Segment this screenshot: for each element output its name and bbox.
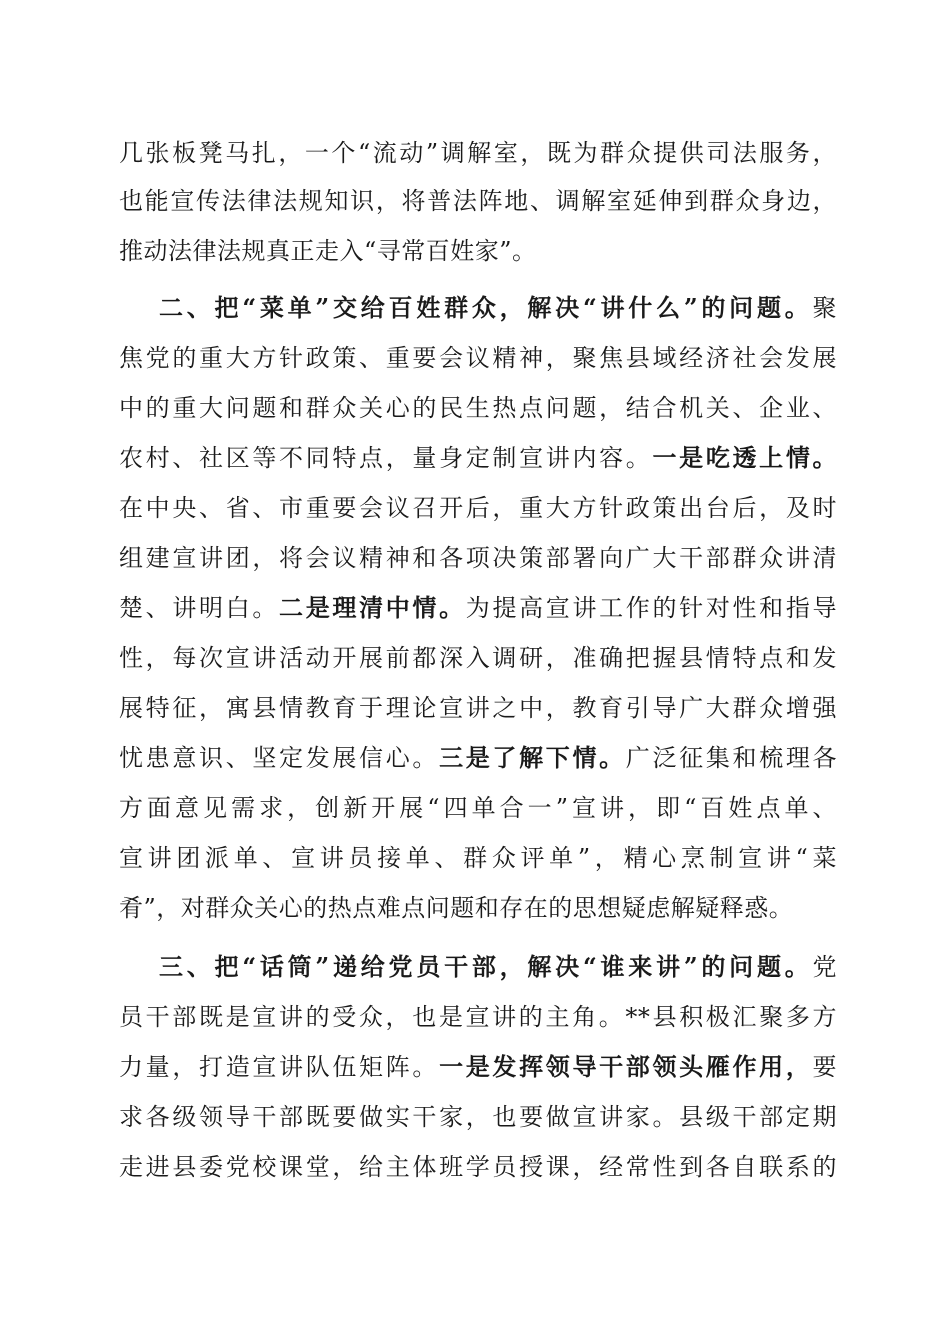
section-heading-three: 三、把“话筒”递给党员干部，解决“谁来讲”的问题。 — [159, 952, 813, 981]
text-run: 农村、社区等不同特点，量身定制宣讲内容。 — [119, 444, 653, 472]
text-line — [119, 1155, 837, 1179]
bold-point-one: 一是发挥领导干部领头雁作用， — [439, 1052, 813, 1081]
text-run: 组建宣讲团，将会议精神和各项决策部署向广大干部群众讲清 — [119, 544, 837, 572]
text-run: 要 — [812, 1053, 838, 1081]
text-line — [119, 796, 837, 820]
text-run: 在中央、省、市重要会议召开后，重大方针政策出台后，及时 — [119, 494, 837, 522]
text-line — [119, 496, 837, 520]
text-line — [119, 952, 837, 981]
text-run: 宣讲团派单、宣讲员接单、群众评单”，精心烹制宣讲“菜 — [119, 844, 837, 872]
section-heading-two: 二、把“菜单”交给百姓群众，解决“讲什么”的问题。 — [159, 293, 813, 322]
text-run: 展特征，寓县情教育于理论宣讲之中，教育引导广大群众增强 — [119, 694, 837, 722]
text-run: 力量，打造宣讲队伍矩阵。 — [119, 1053, 440, 1081]
text-line — [119, 896, 837, 920]
text-run: 广泛征集和梳理各 — [625, 744, 838, 772]
text-line — [119, 293, 837, 322]
text-run: 楚、讲明白。 — [119, 594, 280, 622]
text-line — [119, 1105, 837, 1129]
text-run: 中的重大问题和群众关心的民生热点问题，结合机关、企业、 — [119, 394, 837, 422]
text-line — [119, 646, 837, 670]
text-run: 也能宣传法律法规知识，将普法阵地、调解室延伸到群众身边， — [119, 187, 837, 215]
text-line — [119, 546, 837, 570]
text-run: 求各级领导干部既要做实干家，也要做宣讲家。县级干部定期 — [119, 1103, 837, 1131]
text-line — [119, 239, 837, 263]
text-run: 员干部既是宣讲的受众，也是宣讲的主角。**县积极汇聚多方 — [119, 1003, 837, 1031]
text-line — [119, 1005, 837, 1029]
text-line — [119, 189, 837, 213]
text-run: 性，每次宣讲活动开展前都深入调研，准确把握县情特点和发 — [119, 644, 837, 672]
text-line — [119, 141, 837, 165]
text-run: 方面意见需求，创新开展“四单合一”宣讲，即“百姓点单、 — [119, 794, 837, 822]
text-run: 党 — [812, 953, 837, 981]
text-line — [119, 1052, 838, 1081]
text-run: 几张板凳马扎，一个“流动”调解室，既为群众提供司法服务， — [119, 139, 837, 167]
text-line — [119, 396, 837, 420]
text-line — [119, 696, 837, 720]
text-run: 走进县委党校课堂，给主体班学员授课，经常性到各自联系的 — [119, 1153, 837, 1181]
text-run: 聚 — [812, 294, 837, 322]
text-line — [119, 346, 837, 370]
text-run: 忧患意识、坚定发展信心。 — [119, 744, 440, 772]
text-line — [119, 846, 837, 870]
bold-point-one: 一是吃透上情。 — [652, 443, 838, 472]
text-run: 焦党的重大方针政策、重要会议精神，聚焦县域经济社会发展 — [119, 344, 837, 372]
bold-point-two: 二是理清中情。 — [279, 593, 466, 622]
bold-point-three: 三是了解下情。 — [439, 743, 626, 772]
text-run: 为提高宣讲工作的针对性和指导 — [465, 594, 838, 622]
text-line — [119, 743, 838, 772]
text-line — [119, 443, 838, 472]
text-line — [119, 593, 838, 622]
text-run: 推动法律法规真正走入“寻常百姓家”。 — [119, 237, 537, 265]
text-run: 肴”，对群众关心的热点难点问题和存在的思想疑虑解疑释惑。 — [119, 894, 794, 922]
